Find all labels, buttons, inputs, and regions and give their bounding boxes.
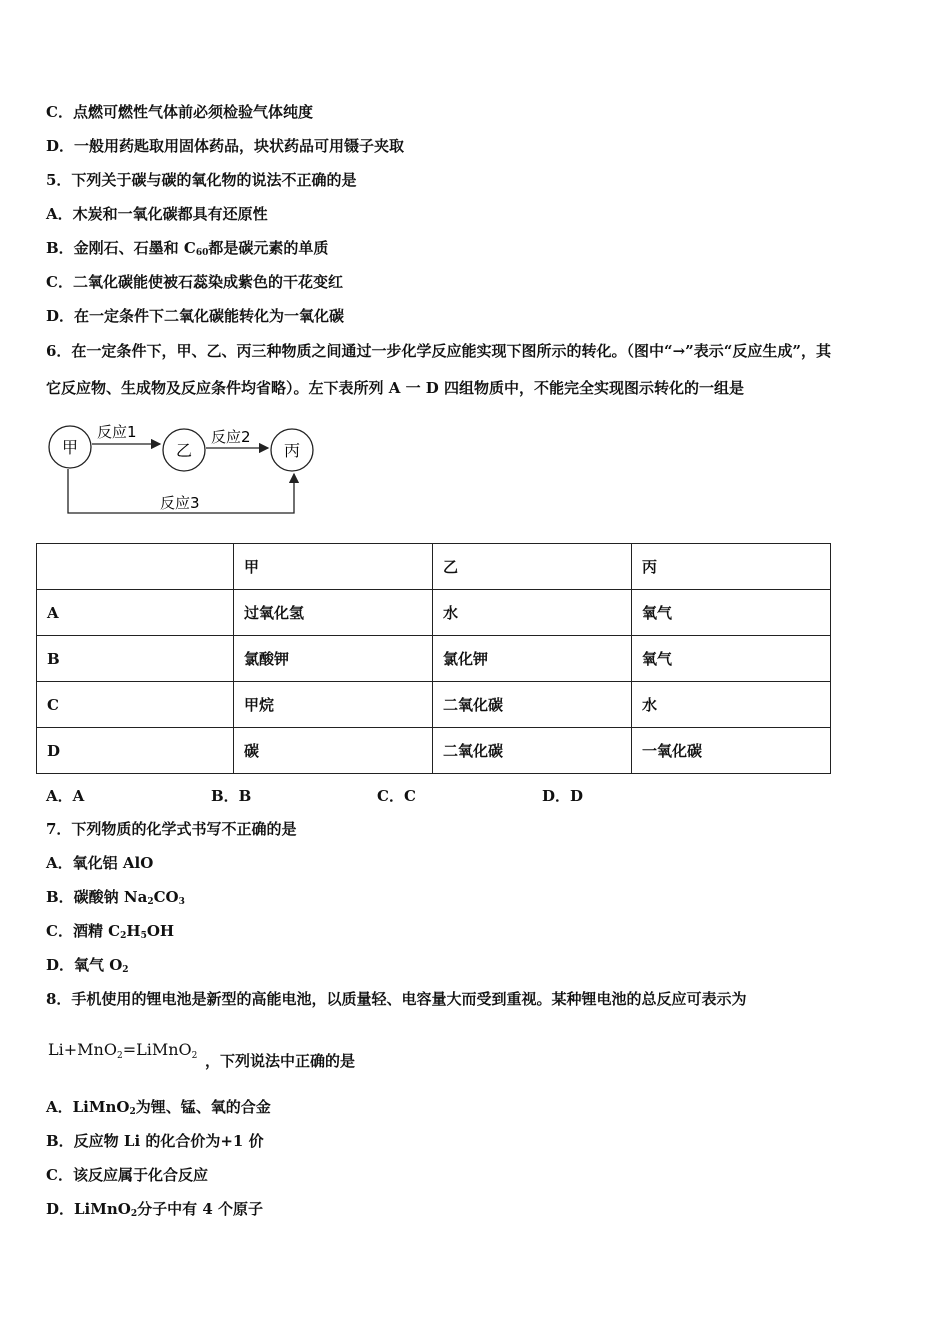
q7c-sub1: 2 <box>120 931 127 941</box>
q8-option-a <box>46 1097 271 1122</box>
q6-stem-line2: 它反应物、生成物及反应条件均省略）。左下表所列 A 一 D 四组物质中，不能完全实现图示转化的一组是 <box>46 379 745 397</box>
table-row <box>37 590 831 636</box>
q7-option-d <box>46 955 129 980</box>
table-cell: 氧气 <box>632 636 831 682</box>
q8-equation <box>48 1040 197 1061</box>
q5-option-d: D．在一定条件下二氧化碳能转化为一氧化碳 <box>46 307 345 325</box>
q7c-suffix: OH <box>146 922 175 940</box>
table-cell: 水 <box>433 590 632 636</box>
q8-stem: 8．手机使用的锂电池是新型的高能电池，以质量轻、电容量大而受到重视。某种锂电池的总反应可表示为 <box>46 990 747 1008</box>
node-bing-label: 丙 <box>283 441 301 460</box>
substance-table <box>36 543 831 774</box>
q7b-prefix: B．碳酸钠 Na <box>46 888 148 906</box>
label-reaction1: 反应1 <box>97 423 137 441</box>
table-row <box>37 728 831 774</box>
q5b-sub: 60 <box>195 248 209 258</box>
eq-sub2: 2 <box>191 1051 198 1061</box>
node-jia-label: 甲 <box>61 438 79 457</box>
table-cell: 碳 <box>234 728 433 774</box>
table-cell: C <box>37 682 234 728</box>
q6-option-a: A．A <box>46 787 85 805</box>
q7b-mid: CO <box>153 888 179 906</box>
q5b-prefix: B．金刚石、石墨和 C <box>46 239 196 257</box>
node-yi-label: 乙 <box>175 441 193 460</box>
q4-option-d: D．一般用药匙取用固体药品，块状药品可用镊子夹取 <box>46 137 405 155</box>
eq-left: Li+MnO <box>48 1040 117 1059</box>
table-cell: 甲烷 <box>234 682 433 728</box>
table-cell: A <box>37 590 234 636</box>
q8d-sub: 2 <box>130 1209 138 1219</box>
label-reaction2: 反应2 <box>211 428 251 446</box>
label-reaction3: 反应3 <box>160 494 200 512</box>
eq-mid: =LiMnO <box>122 1040 192 1059</box>
table-cell: 氧气 <box>632 590 831 636</box>
q8-stem-suffix: ，下列说法中正确的是 <box>205 1052 356 1070</box>
q8-option-c: C．该反应属于化合反应 <box>46 1166 208 1184</box>
q8a-sub: 2 <box>129 1107 136 1117</box>
q6-option-d: D．D <box>542 787 584 805</box>
q6-option-b: B．B <box>211 787 252 805</box>
table-cell: D <box>37 728 234 774</box>
q8d-prefix: D．LiMnO <box>46 1200 131 1218</box>
q8d-suffix: 分子中有 4 个原子 <box>137 1200 263 1218</box>
table-cell: 二氧化碳 <box>433 682 632 728</box>
q7d-prefix: D．氧气 O <box>46 956 123 974</box>
reaction-diagram <box>40 415 330 525</box>
table-cell: 过氧化氢 <box>234 590 433 636</box>
q6-stem-line1: 6．在一定条件下，甲、乙、丙三种物质之间通过一步化学反应能实现下图所示的转化。（图中“→”表示“反应生成”，其 <box>46 342 832 360</box>
q4-option-c: C．点燃可燃性气体前必须检验气体纯度 <box>46 103 313 121</box>
q7-option-b <box>46 887 185 912</box>
table-cell: 氯酸钾 <box>234 636 433 682</box>
q7-stem: 7．下列物质的化学式书写不正确的是 <box>46 820 297 838</box>
table-row <box>37 636 831 682</box>
table-cell: 水 <box>632 682 831 728</box>
table-row <box>37 682 831 728</box>
table-cell: B <box>37 636 234 682</box>
q5-option-b <box>46 238 328 263</box>
q5-stem: 5．下列关于碳与碳的氧化物的说法不正确的是 <box>46 171 357 189</box>
table-cell: 二氧化碳 <box>433 728 632 774</box>
table-cell: 氯化钾 <box>433 636 632 682</box>
q7b-sub2: 3 <box>178 897 185 907</box>
q5b-suffix: 都是碳元素的单质 <box>208 239 329 257</box>
q5-option-a: A．木炭和一氧化碳都具有还原性 <box>46 205 268 223</box>
q7c-sub2: 5 <box>140 931 147 941</box>
q7-option-c <box>46 921 174 946</box>
q8-option-d <box>46 1199 263 1224</box>
q7b-sub1: 2 <box>147 897 154 907</box>
table-header-row <box>37 544 831 590</box>
q7d-sub1: 2 <box>122 965 129 975</box>
table-header-cell: 乙 <box>433 544 632 590</box>
table-header-cell: 丙 <box>632 544 831 590</box>
q7-option-a: A．氧化铝 AlO <box>46 854 154 872</box>
q8a-prefix: A．LiMnO <box>46 1098 130 1116</box>
q6-option-c: C．C <box>377 787 416 805</box>
table-cell: 一氧化碳 <box>632 728 831 774</box>
q7c-prefix: C．酒精 C <box>46 922 121 940</box>
q7c-mid: H <box>126 922 141 940</box>
q5-option-c: C．二氧化碳能使被石蕊染成紫色的干花变红 <box>46 273 343 291</box>
table-header-cell <box>37 544 234 590</box>
eq-sub1: 2 <box>116 1051 123 1061</box>
table-header-cell: 甲 <box>234 544 433 590</box>
q8-option-b: B．反应物 Li 的化合价为+1 价 <box>46 1132 264 1150</box>
q8a-suffix: 为锂、锰、氧的合金 <box>135 1098 271 1116</box>
q6-answer-options <box>46 785 746 805</box>
